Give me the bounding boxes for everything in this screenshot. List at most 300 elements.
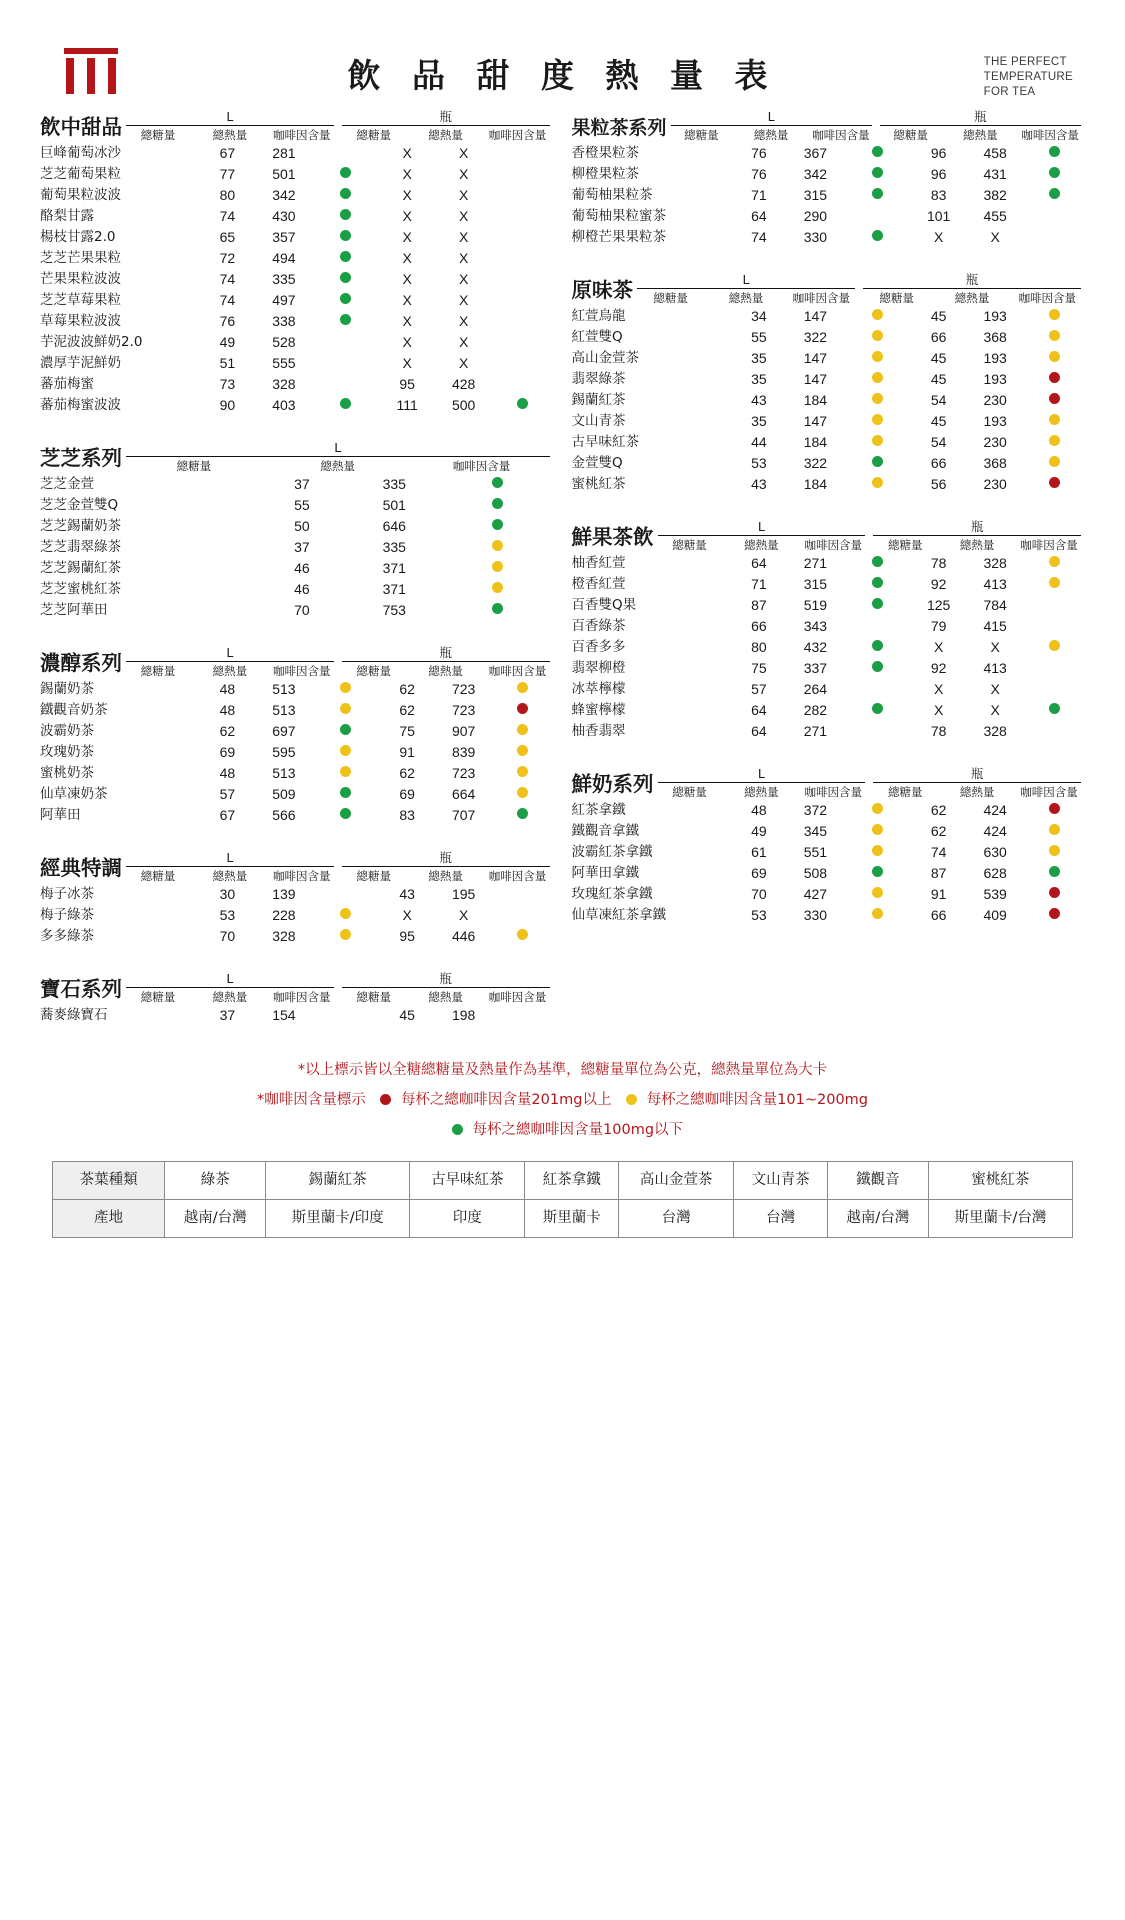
table-row [572,552,1086,573]
calorie-value: 368 [983,455,1007,471]
caffeine-dot-green-icon [340,230,351,241]
table-row [572,452,1086,473]
caffeine-level [312,804,379,825]
table-row [40,331,554,352]
sugar-value: 91 [930,886,947,902]
column-labels [654,785,870,799]
caffeine-level [492,699,554,720]
caffeine-level [312,268,379,289]
caffeine-dot-yellow-icon [1049,556,1060,567]
calorie-value: 281 [272,145,296,161]
column-label: 總糖量 [356,869,391,883]
sugar-value: 48 [219,681,236,697]
table-row [572,431,1086,452]
brand-tagline-line-3: FOR TEA [983,86,1036,98]
column-group-瓶 [338,646,554,678]
sugar-value: X [402,145,412,161]
sugar-value: 70 [751,886,767,902]
caffeine-dot-red-icon [1049,477,1060,488]
column-group-L [654,520,870,552]
sugar-value: 73 [219,376,236,392]
caffeine-dot-green-icon [340,209,351,220]
caffeine-level [844,720,911,741]
table-row [572,720,1086,741]
calorie-value: 154 [272,1007,296,1023]
section-table [572,799,1086,925]
drink-name: 蕎麥綠寶石 [40,1007,108,1023]
sugar-value: 75 [751,660,767,676]
caffeine-level [492,678,554,699]
column-label: 總糖量 [887,538,923,552]
column-label: 總糖量 [887,785,923,799]
calorie-value: 839 [451,744,476,760]
section-0 [40,110,554,415]
column-group-label: L [126,646,334,662]
caffeine-level [844,841,911,862]
column-labels [633,291,859,305]
calorie-value: X [990,702,1000,718]
caffeine-level [492,352,554,373]
caffeine-dot-green-icon [872,146,883,157]
sugar-value: 43 [751,476,767,492]
caffeine-dot-green-icon [517,398,528,409]
caffeine-level [1023,389,1085,410]
caffeine-level [1023,452,1085,473]
column-label: 總糖量 [176,459,212,473]
caffeine-dot-green-icon [872,230,883,241]
drink-name: 文山青茶 [571,413,626,429]
calorie-value: 424 [983,802,1007,818]
calorie-value: 338 [272,313,296,329]
tea-type-cell: 錫蘭紅茶 [266,1162,410,1200]
caffeine-dot-yellow-icon [872,803,883,814]
column-label: 總糖量 [140,990,176,1004]
brand-tagline [984,55,1073,100]
caffeine-level [312,741,379,762]
calorie-value: 228 [272,907,296,923]
column-label: 咖啡因含量 [804,538,863,552]
calorie-value: 551 [803,844,828,860]
tea-origin-cell: 斯里蘭卡 [525,1200,619,1238]
sugar-value: X [402,271,412,287]
drink-name: 楊枝甘露2.0 [40,229,116,245]
calorie-value: X [458,313,469,329]
tea-type-label: 茶葉種類 [53,1162,165,1200]
column-group-L [633,273,859,305]
column-label: 總熱量 [744,538,779,552]
drink-name: 冰萃檸檬 [571,681,626,697]
calorie-value: 147 [803,371,828,387]
drink-name: 錫蘭紅茶 [571,392,626,408]
column-label: 總熱量 [212,990,248,1004]
column-label: 咖啡因含量 [1020,785,1078,799]
table-row [40,678,554,699]
section-title: 果粒茶系列 [571,117,667,139]
sugar-value: 56 [930,476,947,492]
section-title: 飲中甜品 [40,115,122,139]
sugar-value: 80 [219,187,236,203]
caffeine-level [312,720,379,741]
caffeine-dot-yellow-icon [492,540,503,551]
sugar-value: 79 [930,618,947,634]
calorie-value: 707 [451,807,476,823]
caffeine-level [1023,636,1085,657]
sugar-value: 62 [399,681,415,697]
sugar-value: 37 [294,476,310,492]
column-label: 咖啡因含量 [1018,291,1077,305]
sugar-value: 51 [219,355,236,371]
calorie-value: 230 [983,476,1007,492]
caffeine-level [1023,142,1085,163]
caffeine-dot-green-icon [872,577,883,588]
section-8 [572,767,1086,925]
caffeine-level [1023,862,1085,883]
section-header [572,520,1086,552]
caffeine-level [1023,305,1085,326]
caffeine-dot-green-icon [340,272,351,283]
column-group-label: L [671,110,872,126]
caffeine-dot-yellow-icon [340,682,351,693]
drink-name: 巨峰葡萄冰沙 [40,145,121,161]
column-label: 總糖量 [356,664,391,678]
drink-name: 芋泥波波鮮奶2.0 [40,334,143,350]
table-row [40,289,554,310]
caffeine-level [844,205,911,226]
calorie-value: 595 [272,744,296,760]
section-7 [572,520,1086,741]
column-group-label: 瓶 [863,273,1081,289]
column-label: 咖啡因含量 [273,869,331,883]
sugar-value: 96 [930,166,947,182]
calorie-value: 723 [451,765,476,781]
column-label: 總熱量 [959,785,995,799]
calorie-value: 431 [983,166,1007,182]
caffeine-level [844,862,911,883]
table-row [572,184,1086,205]
sugar-value: 69 [751,865,767,881]
sugar-value: 53 [751,907,767,923]
caffeine-level [492,883,554,904]
table-row [572,904,1086,925]
legend-yellow-text: 每杯之總咖啡因含量101~200mg [646,1092,869,1108]
caffeine-level [844,883,911,904]
caffeine-level [844,431,911,452]
column-group-label: L [658,520,866,536]
sugar-value: 62 [399,702,415,718]
table-row [40,494,554,515]
sugar-value: X [402,907,412,923]
calorie-value: 371 [382,581,406,597]
caffeine-level [1023,820,1085,841]
calorie-value: 290 [803,208,828,224]
drink-name: 鐵觀音奶茶 [40,702,108,718]
calorie-value: X [458,907,469,923]
drink-name: 蕃茄梅蜜波波 [40,397,121,413]
caffeine-level [312,678,379,699]
caffeine-level [492,226,554,247]
calorie-value: 271 [803,723,828,739]
sugar-value: 96 [930,145,947,161]
section-title: 寶石系列 [40,977,122,1001]
calorie-value: X [990,639,1000,655]
section-title: 鮮奶系列 [571,772,654,796]
sugar-value: X [933,639,944,655]
caffeine-dot-green-icon [1049,866,1060,877]
caffeine-dot-yellow-icon [1049,309,1060,320]
drink-name: 阿華田 [40,807,81,823]
section-4 [40,972,554,1025]
sugar-value: 49 [751,823,767,839]
column-group-L [122,110,338,142]
calorie-value: 230 [983,434,1007,450]
caffeine-level [492,163,554,184]
table-row [40,373,554,394]
caffeine-dot-yellow-icon [492,561,503,572]
sugar-value: X [402,313,412,329]
drink-name: 高山金萱茶 [571,350,639,366]
caffeine-dot-red-icon [1049,908,1060,919]
caffeine-level [441,515,554,536]
caffeine-level [312,394,379,415]
table-row [40,352,554,373]
drink-name: 芝芝金萱 [40,476,94,492]
drink-name: 古早味紅茶 [571,434,639,450]
table-row [572,657,1086,678]
caffeine-dot-yellow-icon [1049,845,1060,856]
drink-name: 梅子冰茶 [40,886,94,902]
caffeine-level [844,163,911,184]
caffeine-dot-yellow-icon [872,309,883,320]
column-label: 總熱量 [212,869,248,883]
column-group-瓶 [869,767,1085,799]
column-group-headers [122,110,554,142]
caffeine-dot-red-icon [1049,393,1060,404]
calorie-value: 343 [803,618,828,634]
sugar-value: 46 [294,560,310,576]
column-labels [667,128,876,142]
sugar-value: 53 [751,455,767,471]
sugar-value: 49 [219,334,236,350]
drink-name: 蜜桃奶茶 [40,765,94,781]
caffeine-dot-yellow-icon [517,682,528,693]
drink-name: 仙草凍紅茶拿鐵 [571,907,666,923]
column-labels [122,128,338,142]
caffeine-level [1023,720,1085,741]
calorie-value: 907 [451,723,476,739]
legend-green-text: 每杯之總咖啡因含量100mg以下 [472,1122,684,1138]
column-label: 總糖量 [140,128,176,142]
caffeine-dot-yellow-icon [872,477,883,488]
sugar-value: 54 [930,392,947,408]
column-group-label: 瓶 [342,110,550,126]
sugar-value: 77 [219,166,236,182]
column-label: 總糖量 [356,990,391,1004]
calorie-value: 330 [803,229,828,245]
caffeine-level [844,799,911,820]
table-row [40,599,554,620]
calorie-value: X [458,334,469,350]
section-table [40,473,554,620]
table-row [572,573,1086,594]
table-row [40,557,554,578]
calorie-value: X [458,271,469,287]
sugar-value: 61 [751,844,767,860]
column-label: 總糖量 [140,869,176,883]
table-row [572,326,1086,347]
drink-name: 濃厚芋泥鮮奶 [40,355,121,371]
caffeine-dot-yellow-icon [872,908,883,919]
calorie-value: 513 [272,681,296,697]
sugar-value: 62 [930,823,947,839]
sugar-value: X [402,229,412,245]
column-group-label: 瓶 [873,520,1081,536]
column-group-headers [633,273,1085,305]
calorie-value: 282 [803,702,828,718]
column-group-headers [122,972,554,1004]
caffeine-level [312,373,379,394]
right-column [572,110,1086,1051]
caffeine-level [492,925,554,946]
column-group-headers [654,520,1086,552]
calorie-value: 264 [803,681,828,697]
caffeine-dot-yellow-icon [492,582,503,593]
table-row [40,226,554,247]
calorie-value: 753 [382,602,406,618]
calorie-value: 723 [451,702,476,718]
calorie-value: 184 [803,434,828,450]
calorie-value: 345 [803,823,828,839]
caffeine-level [1023,883,1085,904]
sugar-value: 57 [219,786,236,802]
sugar-value: X [933,681,944,697]
drink-name: 仙草凍奶茶 [40,786,108,802]
caffeine-level [844,657,911,678]
drink-name: 波霸奶茶 [40,723,94,739]
column-group-瓶 [338,851,554,883]
caffeine-dot-green-icon [340,188,351,199]
calorie-value: 646 [382,518,406,534]
column-label: 總熱量 [963,128,998,142]
caffeine-level [1023,678,1085,699]
caffeine-dot-yellow-icon [1049,351,1060,362]
caffeine-level [1023,410,1085,431]
caffeine-level [844,184,911,205]
calorie-value: 357 [272,229,296,245]
sugar-value: 70 [219,928,236,944]
section-table [572,305,1086,494]
sugar-value: 43 [751,392,767,408]
caffeine-level [492,762,554,783]
sugar-value: 48 [751,802,767,818]
tea-origin-row [53,1200,1073,1238]
column-label: 總熱量 [753,128,789,142]
column-group-瓶 [338,110,554,142]
caffeine-level [1023,226,1085,247]
calorie-value: X [990,229,1000,245]
table-row [40,163,554,184]
footnote-caffeine-label: *咖啡因含量標示 [256,1092,366,1108]
sugar-value: 92 [930,576,947,592]
sugar-value: 64 [751,555,767,571]
caffeine-level [844,699,911,720]
sugar-value: 35 [751,371,767,387]
column-label: 總熱量 [728,291,764,305]
caffeine-dot-yellow-icon [517,787,528,798]
drink-name: 百香多多 [571,639,626,655]
page-title: 飲 品 甜 度 熱 量 表 [347,56,778,95]
section-5 [572,110,1086,247]
footnote-caffeine-green [52,1115,1073,1145]
calorie-value: 432 [803,639,828,655]
sugar-value: 69 [219,744,236,760]
caffeine-dot-red-icon [1049,887,1060,898]
caffeine-dot-yellow-icon [517,766,528,777]
sugar-value: 70 [294,602,310,618]
caffeine-dot-yellow-icon [340,766,351,777]
caffeine-level [492,720,554,741]
calorie-value: 147 [803,413,828,429]
column-label: 總糖量 [672,785,707,799]
drink-name: 芝芝錫蘭紅茶 [40,560,121,576]
caffeine-dot-yellow-icon [340,745,351,756]
caffeine-dot-green-icon [492,603,503,614]
sugar-value: 64 [751,723,767,739]
column-labels [338,664,554,678]
calorie-value: 424 [983,823,1007,839]
caffeine-level [492,394,554,415]
calorie-value: 328 [983,723,1007,739]
sugar-value: 69 [399,786,415,802]
caffeine-level [492,268,554,289]
sugar-value: 78 [930,723,947,739]
caffeine-level [1023,841,1085,862]
calorie-value: 184 [803,476,828,492]
table-row [572,820,1086,841]
table-row [572,799,1086,820]
legend-dot-red-icon [380,1094,391,1105]
caffeine-level [844,473,911,494]
calorie-value: 500 [451,397,476,413]
sugar-value: 54 [930,434,947,450]
sugar-value: X [933,229,944,245]
column-label: 總熱量 [428,990,463,1004]
sugar-value: 76 [751,145,767,161]
drink-name: 紅萱烏龍 [571,308,626,324]
caffeine-level [1023,431,1085,452]
tea-type-cell: 蜜桃紅茶 [928,1162,1072,1200]
column-group-label: L [126,110,334,126]
caffeine-level [844,347,911,368]
calorie-value: X [458,208,469,224]
caffeine-level [844,226,911,247]
sugar-value: 45 [930,413,947,429]
section-header [40,110,554,142]
caffeine-dot-yellow-icon [1049,640,1060,651]
caffeine-dot-green-icon [1049,146,1060,157]
column-labels [869,785,1085,799]
caffeine-dot-red-icon [1049,372,1060,383]
caffeine-dot-yellow-icon [872,887,883,898]
column-group-headers [654,767,1086,799]
caffeine-dot-yellow-icon [1049,577,1060,588]
sugar-value: 67 [219,145,236,161]
column-group-瓶 [876,110,1085,142]
sugar-value: 111 [396,397,418,413]
table-row [572,347,1086,368]
column-labels [122,869,338,883]
calorie-value: 193 [983,308,1007,324]
sugar-value: 35 [751,413,767,429]
